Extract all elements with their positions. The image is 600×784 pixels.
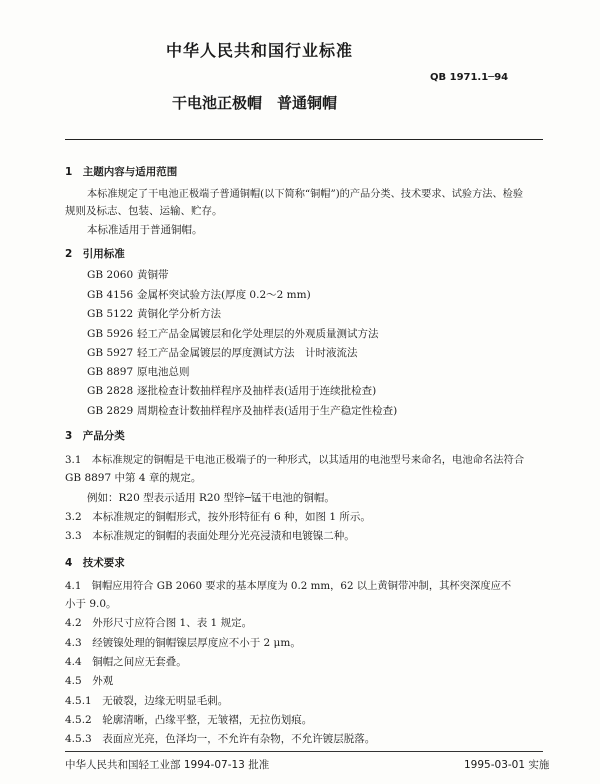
reference-code: GB 5927 [87, 347, 134, 359]
effective-date: 1995-03-01 实施 [464, 759, 550, 771]
reference-item [87, 383, 376, 398]
clause-4-4: 4.4 铜帽之间应无套叠。 [65, 656, 187, 668]
clause-4-5-1: 4.5.1 无破裂，边缘无明显毛刺。 [65, 695, 229, 707]
approval-line: 中华人民共和国轻工业部 1994-07-13 批准 [65, 759, 270, 771]
clause-4-5: 4.5 外观 [65, 675, 114, 687]
s1-paragraph-line2: 规则及标志、包装、运输、贮存。 [65, 205, 223, 217]
clause-4-2: 4.2 外形尺寸应符合图 1、表 1 规定。 [65, 617, 253, 629]
reference-item [87, 364, 190, 379]
clause-3-3: 3.3 本标准规定的铜帽的表面处理分光亮浸渍和电镀镍二种。 [65, 530, 355, 542]
header-rule [65, 139, 543, 140]
section-3-heading: 3 产品分类 [65, 430, 125, 442]
clause-3-1-line2: GB 8897 中第 4 章的规定。 [65, 472, 202, 484]
reference-item [87, 267, 169, 282]
clause-3-1-example: 例如：R20 型表示适用 R20 型锌─锰干电池的铜帽。 [87, 492, 335, 504]
reference-code: GB 2829 [87, 405, 134, 417]
reference-code: GB 5122 [87, 308, 134, 320]
reference-code: GB 2828 [87, 385, 134, 397]
reference-title: 逐批检查计数抽样程序及抽样表(适用于连续批检查) [137, 385, 377, 397]
reference-code: GB 8897 [87, 366, 134, 378]
clause-4-3: 4.3 经镀镍处理的铜帽镍层厚度应不小于 2 μm。 [65, 637, 301, 649]
reference-code: GB 4156 [87, 289, 134, 301]
reference-title: 轻工产品金属镀层的厚度测试方法 计时液流法 [137, 347, 358, 359]
clause-4-5-2: 4.5.2 轮廓清晰，凸缘平整，无皱褶，无拉伤划痕。 [65, 714, 313, 726]
reference-item [87, 403, 397, 418]
reference-title: 原电池总则 [137, 366, 190, 378]
document-title: 干电池正极帽 普通铜帽 [172, 94, 338, 112]
s1-scope-text: 本标准适用于普通铜帽。 [87, 224, 203, 236]
reference-item [87, 326, 379, 341]
reference-item [87, 287, 311, 302]
reference-title: 周期检查计数抽样程序及抽样表(适用于生产稳定性检查) [137, 405, 398, 417]
section-4-heading: 4 技术要求 [65, 557, 125, 569]
reference-title: 黄铜化学分析方法 [137, 308, 221, 320]
clause-4-1-line1: 4.1 铜帽应用符合 GB 2060 要求的基本厚度为 0.2 mm，62 以上黄铜带冲制，其杯突深度应不 [65, 580, 512, 592]
section-2-heading: 2 引用标准 [65, 248, 125, 260]
issuing-authority: 中华人民共和国行业标准 [166, 41, 354, 60]
reference-title: 轻工产品金属镀层和化学处理层的外观质量测试方法 [137, 328, 379, 340]
clause-3-2: 3.2 本标准规定的铜帽形式，按外形特征有 6 种，如图 1 所示。 [65, 511, 371, 523]
section-1-heading: 1 主题内容与适用范围 [65, 166, 178, 178]
clause-4-5-3: 4.5.3 表面应光亮，色泽均一，不允许有杂物，不允许镀层脱落。 [65, 733, 376, 745]
standard-code: QB 1971.1─94 [430, 72, 509, 83]
footer-rule [65, 751, 543, 752]
clause-3-1-line1: 3.1 本标准规定的铜帽是干电池正极端子的一种形式，以其适用的电池型号来命名，电池命名法符合 [65, 454, 525, 466]
reference-title: 黄铜带 [137, 269, 169, 281]
s1-paragraph-line1: 本标准规定了干电池正极端子普通铜帽(以下简称“铜帽”)的产品分类、技术要求、试验方法、检验 [87, 189, 524, 200]
reference-item [87, 306, 221, 321]
reference-code: GB 2060 [87, 269, 134, 281]
reference-code: GB 5926 [87, 328, 134, 340]
reference-title: 金属杯突试验方法(厚度 0.2～2 mm) [137, 289, 311, 301]
reference-item [87, 345, 358, 360]
clause-4-1-line2: 小于 9.0。 [65, 598, 117, 610]
